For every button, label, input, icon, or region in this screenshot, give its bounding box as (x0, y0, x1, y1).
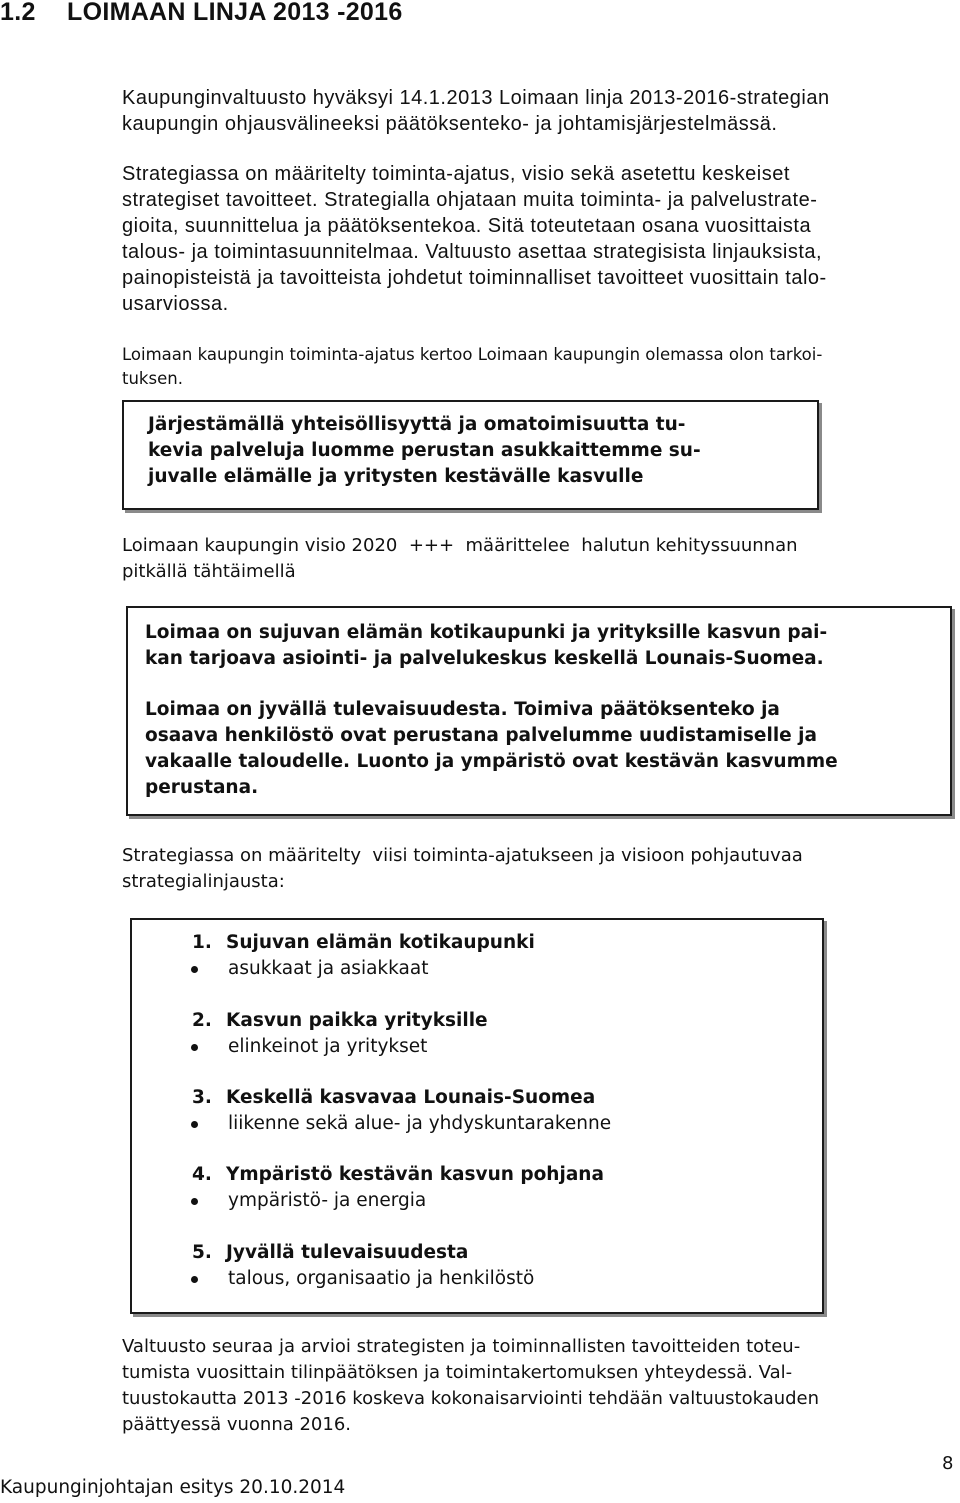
mission-intro (122, 343, 942, 391)
text-line: Järjestämällä yhteisöllisyyttä ja omatoimisuutta tu- (148, 414, 686, 435)
line-title: 2. Kasvun paikka yrityksille (192, 1010, 488, 1031)
text-line: strategialinjausta: (122, 871, 285, 892)
bullet-icon (191, 966, 198, 973)
bullet-icon (191, 1121, 198, 1128)
line-bullet: talous, organisaatio ja henkilöstö (132, 1266, 534, 1292)
text-line: tuksen. (122, 369, 183, 388)
line-title: 1. Sujuvan elämän kotikaupunki (192, 932, 535, 953)
text-line: tumista vuosittain tilinpäätöksen ja toimintakertomuksen yhteydessä. Val- (122, 1362, 793, 1383)
text-line: painopisteistä ja tavoitteista johdetut toiminnalliset tavoitteet vuosittain talo- (122, 267, 827, 289)
text-line: kaupungin ohjausvälineeksi päätöksenteko- ja johtamisjärjestelmässä. (122, 113, 778, 135)
list-item (192, 1240, 534, 1292)
page-footer: Kaupunginjohtajan esitys 20.10.2014 (0, 1477, 346, 1498)
bullet-icon (191, 1198, 198, 1205)
text-line: tuustokautta 2013 -2016 koskeva kokonaisarviointi tehdään valtuustokauden (122, 1388, 820, 1409)
text-line: gioita, suunnittelua ja päätöksentekoa. Sitä toteutetaan osana vuosittaista (122, 215, 812, 237)
list-item (192, 1162, 604, 1214)
line-bullet: ympäristö- ja energia (132, 1188, 604, 1214)
strategy-lines-box (130, 918, 824, 1314)
section-title: LOIMAAN LINJA 2013 -2016 (67, 0, 403, 26)
line-bullet: liikenne sekä alue- ja yhdyskuntarakenne (132, 1111, 611, 1137)
list-item (192, 1085, 611, 1137)
text-line: strategiset tavoitteet. Strategialla ohjataan muita toiminta- ja palvelustrate- (122, 189, 818, 211)
vision-text-1 (145, 620, 827, 672)
text-line: Strategiassa on määritelty toiminta-ajatus, visio sekä asetettu keskeiset (122, 163, 790, 185)
mission-text (148, 412, 701, 490)
line-bullet: elinkeinot ja yritykset (132, 1034, 488, 1060)
text-line: Valtuusto seuraa ja arvioi strategisten ja toiminnallisten tavoitteiden toteu- (122, 1336, 801, 1357)
text-line: talous- ja toimintasuunnitelmaa. Valtuusto asettaa strategisista linjauksista, (122, 241, 823, 263)
line-title: 4. Ympäristö kestävän kasvun pohjana (192, 1164, 604, 1185)
text-line: usarviossa. (122, 293, 229, 315)
text-line: Loimaa on jyvällä tulevaisuudesta. Toimiva päätöksenteko ja (145, 699, 780, 720)
line-title: 3. Keskellä kasvavaa Lounais-Suomea (192, 1087, 596, 1108)
list-item (192, 1008, 488, 1060)
text-line: osaava henkilöstö ovat perustana palvelumme uudistamiselle ja (145, 725, 817, 746)
mission-box (122, 400, 819, 510)
text-line: Loimaa on sujuvan elämän kotikaupunki ja yrityksille kasvun pai- (145, 622, 828, 643)
text-line: juvalle elämälle ja yritysten kestävälle kasvulle (148, 466, 644, 487)
text-line: Loimaan kaupungin toiminta-ajatus kertoo Loimaan kaupungin olemassa olon tarkoi- (122, 345, 823, 364)
bullet-icon (191, 1044, 198, 1051)
bullet-icon (191, 1276, 198, 1283)
text-line: Loimaan kaupungin visio 2020 +++ määrittelee halutun kehityssuunnan (122, 535, 798, 556)
vision-intro (122, 533, 932, 585)
line-bullet: asukkaat ja asiakkaat (132, 956, 535, 982)
lines-intro (122, 843, 932, 895)
text-line: vakaalle taloudelle. Luonto ja ympäristö ovat kestävän kasvumme (145, 751, 838, 772)
section-number: 1.2 (0, 0, 36, 26)
section-heading (0, 0, 403, 27)
text-line: kevia palveluja luomme perustan asukkaittemme su- (148, 440, 701, 461)
text-line: Kaupunginvaltuusto hyväksyi 14.1.2013 Loimaan linja 2013-2016-strategian (122, 87, 830, 109)
text-line: Strategiassa on määritelty viisi toiminta-ajatukseen ja visioon pohjautuvaa (122, 845, 803, 866)
text-line: päättyessä vuonna 2016. (122, 1414, 352, 1435)
text-line: perustana. (145, 777, 259, 798)
strategy-paragraph (122, 161, 932, 317)
line-title: 5. Jyvällä tulevaisuudesta (192, 1242, 469, 1263)
text-line: kan tarjoava asiointi- ja palvelukeskus keskellä Lounais-Suomea. (145, 648, 824, 669)
intro-paragraph (122, 85, 932, 137)
vision-box (126, 606, 952, 816)
closing-paragraph (122, 1334, 932, 1438)
page-number: 8 (942, 1453, 954, 1474)
list-item (192, 930, 535, 982)
text-line: pitkällä tähtäimellä (122, 561, 296, 582)
vision-text-2 (145, 697, 838, 801)
